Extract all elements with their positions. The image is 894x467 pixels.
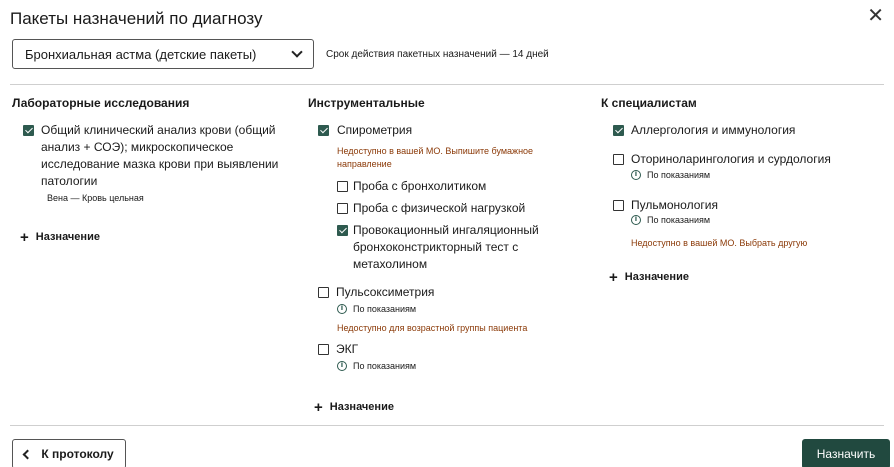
pulse-oximetry-warning: Недоступно для возрастной группы пациента bbox=[337, 323, 528, 333]
checkbox-methacholine-test[interactable] bbox=[337, 225, 348, 236]
plus-icon: + bbox=[609, 268, 618, 286]
column-title-spec: К специалистам bbox=[601, 96, 697, 110]
spec-item-allergology-label: Аллергология и иммунология bbox=[631, 123, 796, 137]
chevron-left-icon bbox=[23, 449, 33, 459]
back-button-label: К протоколу bbox=[41, 447, 114, 461]
chevron-down-icon bbox=[291, 46, 302, 57]
column-title-instr: Инструментальные bbox=[308, 96, 425, 110]
ecg-info bbox=[337, 361, 416, 371]
checkbox-pulmonology[interactable] bbox=[613, 200, 624, 211]
assign-button-label: Назначить bbox=[816, 447, 876, 461]
ecg-info-text: По показаниям bbox=[353, 361, 417, 371]
pulse-oximetry-info bbox=[337, 304, 416, 314]
checkbox-spirometry[interactable] bbox=[318, 125, 329, 136]
otolaryngology-info bbox=[631, 170, 710, 180]
assign-button[interactable] bbox=[802, 439, 890, 467]
info-icon: i bbox=[337, 304, 347, 314]
add-spec-button[interactable] bbox=[609, 268, 689, 286]
dialog-title: Пакеты назначений по диагнозу bbox=[10, 9, 263, 28]
plus-icon: + bbox=[20, 228, 29, 246]
checkbox-bronchodilator-test[interactable] bbox=[337, 181, 348, 192]
instr-item-bronchodilator-label: Проба с бронхолитиком bbox=[353, 179, 487, 193]
instr-item-pulse-oximetry-label: Пульсоксиметрия bbox=[336, 285, 435, 299]
validity-text: Срок действия пакетных назначений — 14 дней bbox=[326, 49, 549, 60]
back-to-protocol-button[interactable] bbox=[12, 439, 126, 467]
lab-item-cbc-label: Общий клинический анализ крови (общий анализ + СОЭ); микроскопическое исследование мазка крови при выявлении патологии bbox=[41, 123, 279, 188]
instr-item-exercise-label: Проба с физической нагрузкой bbox=[353, 201, 526, 215]
checkbox-pulse-oximetry[interactable] bbox=[318, 287, 329, 298]
instr-item-ecg-label: ЭКГ bbox=[336, 342, 359, 356]
add-lab-button[interactable] bbox=[20, 228, 100, 246]
divider-bottom bbox=[10, 425, 884, 426]
checkbox-allergology[interactable] bbox=[613, 125, 624, 136]
checkbox-exercise-test[interactable] bbox=[337, 203, 348, 214]
spec-item-otolaryngology-label: Оториноларингология и сурдология bbox=[631, 152, 831, 166]
package-select[interactable] bbox=[12, 39, 314, 69]
spirometry-warning: Недоступно в вашей МО. Выпишите бумажное направление bbox=[337, 146, 534, 169]
close-icon[interactable]: ✕ bbox=[867, 5, 884, 27]
pulmonology-info bbox=[631, 215, 710, 225]
pulse-oximetry-info-text: По показаниям bbox=[353, 304, 417, 314]
add-spec-label: Назначение bbox=[624, 271, 689, 283]
pulmonology-info-text: По показаниям bbox=[647, 215, 711, 225]
lab-item-cbc-material: Вена — Кровь цельная bbox=[47, 193, 144, 203]
info-icon: i bbox=[631, 170, 641, 180]
column-title-lab: Лабораторные исследования bbox=[12, 96, 190, 110]
otolaryngology-info-text: По показаниям bbox=[647, 170, 711, 180]
package-select-value: Бронхиальная астма (детские пакеты) bbox=[25, 46, 257, 62]
add-instr-button[interactable] bbox=[314, 398, 394, 416]
instr-item-methacholine-label: Провокационный ингаляционный бронхоконстрикторный тест с метахолином bbox=[353, 223, 539, 271]
info-icon: i bbox=[631, 215, 641, 225]
info-icon: i bbox=[337, 361, 347, 371]
divider-top bbox=[10, 84, 884, 85]
checkbox-otolaryngology[interactable] bbox=[613, 154, 624, 165]
pulmonology-warning[interactable]: Недоступно в вашей МО. Выбрать другую bbox=[631, 238, 808, 248]
spec-item-pulmonology-label: Пульмонология bbox=[631, 198, 718, 212]
checkbox-ecg[interactable] bbox=[318, 344, 329, 355]
checkbox-lab-cbc[interactable] bbox=[23, 125, 34, 136]
add-instr-label: Назначение bbox=[329, 401, 394, 413]
add-lab-label: Назначение bbox=[35, 231, 100, 243]
plus-icon: + bbox=[314, 398, 323, 416]
instr-item-spirometry-label: Спирометрия bbox=[337, 123, 413, 137]
